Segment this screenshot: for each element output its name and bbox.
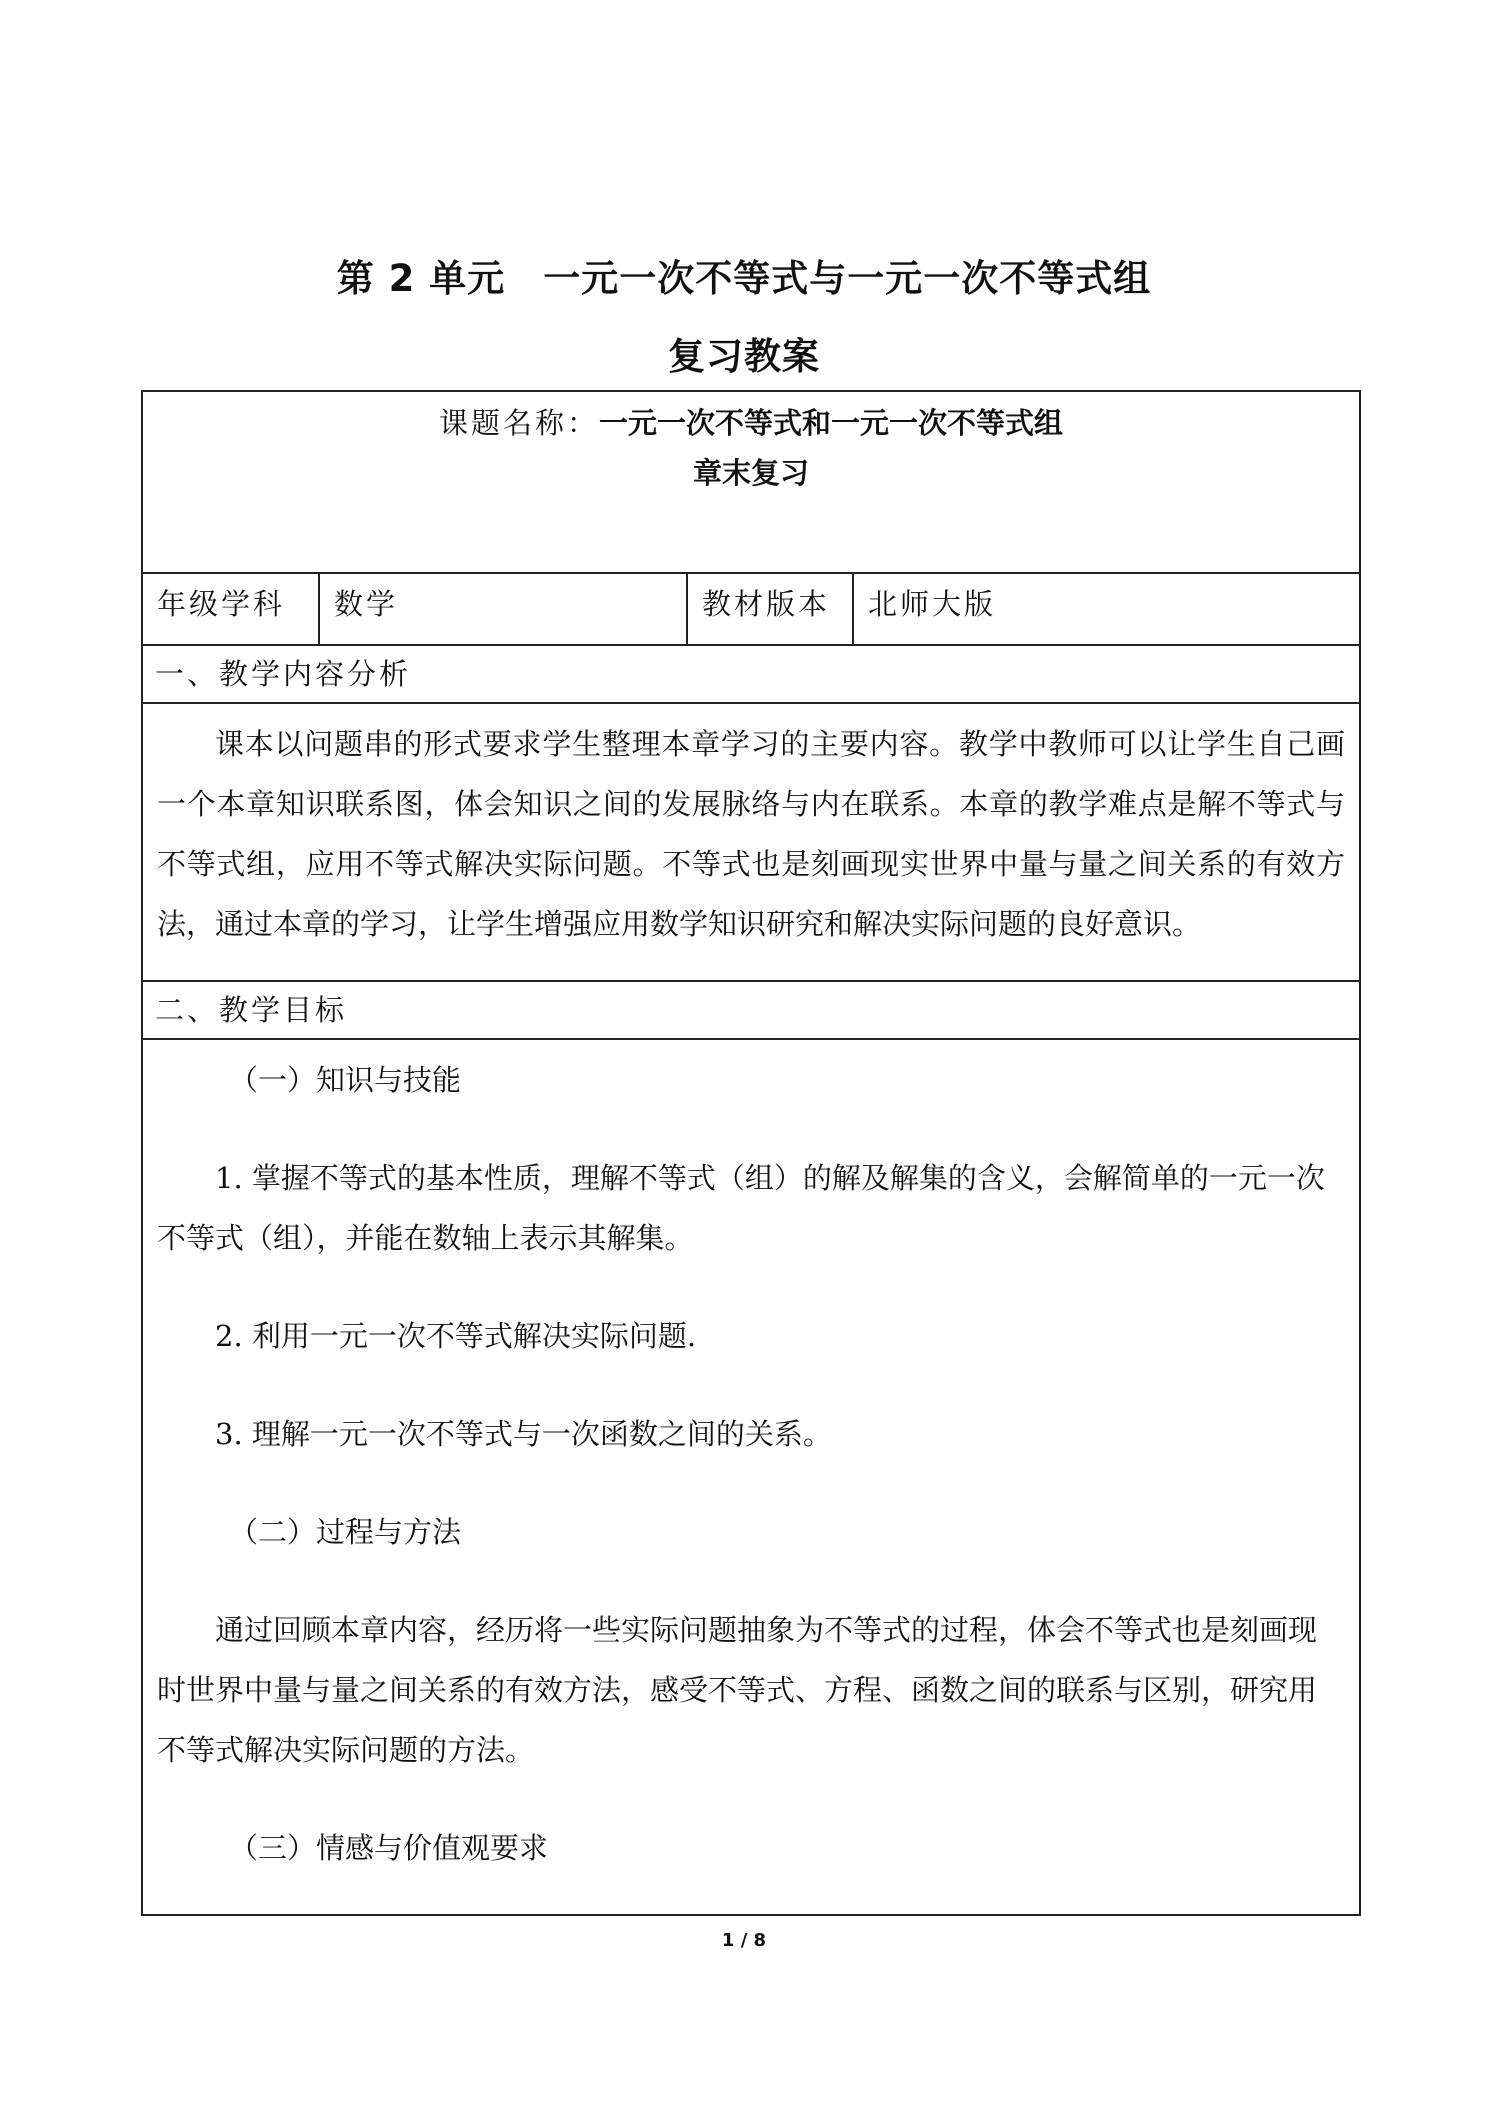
process-method-text: 通过回顾本章内容，经历将一些实际问题抽象为不等式的过程，体会不等式也是刻画现时世界中量与量之间关系的有效方法，感受不等式、方程、函数之间的联系与区别，研究用不等式解决实际问题的方法。 [157,1613,1318,1767]
course-subtitle: 章末复习 [693,456,810,490]
goal-subheading-values: （三）情感与价值观要求 [229,1831,549,1865]
goal-item-3: 3. 理解一元一次不等式与一次函数之间的关系。 [215,1417,832,1451]
section-heading-teaching-goals: 二、教学目标 [142,981,1360,1039]
page-number: 1 / 8 [721,1930,767,1951]
grade-subject-value: 数学 [319,573,687,645]
document-title: 第 2 单元 一元一次不等式与一元一次不等式组 [336,257,1152,300]
goal-subheading-process: （二）过程与方法 [229,1515,462,1549]
teaching-goals-cell [142,1039,1360,1915]
content-analysis-text: 课本以问题串的形式要求学生整理本章学习的主要内容。教学中教师可以让学生自己画一个本章知识联系图，体会知识之间的发展脉络与内在联系。本章的教学难点是解不等式与不等式组，应用不等式解决实际问题。不等式也是刻画现实世界中量与量之间关系的有效方法，通过本章的学习，让学生增强应用数学知识研究和解决实际问题的良好意识。 [157,727,1346,941]
textbook-label: 教材版本 [687,573,853,645]
goal-item-1: 1. 掌握不等式的基本性质，理解不等式（组）的解及解集的含义，会解简单的一元一次不等式（组），并能在数轴上表示其解集。 [157,1161,1325,1255]
course-name: 一元一次不等式和一元一次不等式组 [599,406,1064,440]
content-analysis-cell [142,703,1360,981]
grade-subject-label: 年级学科 [142,573,319,645]
course-name-label: 课题名称： [439,406,600,440]
goal-item-2: 2. 利用一元一次不等式解决实际问题. [215,1319,697,1353]
lesson-plan-table [141,390,1361,1916]
textbook-value: 北师大版 [853,573,1360,645]
section-heading-content-analysis: 一、教学内容分析 [142,645,1360,703]
course-title-cell [142,391,1360,573]
document-subtitle: 复习教案 [668,335,820,378]
goal-subheading-knowledge: （一）知识与技能 [229,1063,462,1097]
